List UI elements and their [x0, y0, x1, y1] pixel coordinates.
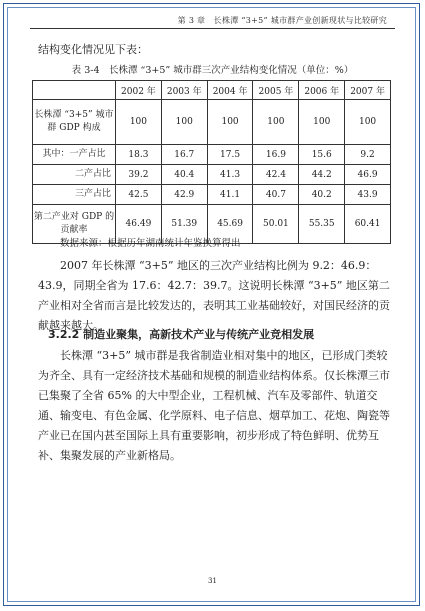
table-cell: 44.2 [299, 165, 345, 185]
year-header: 2004 年 [207, 81, 253, 100]
table-cell: 46.49 [116, 205, 162, 244]
table-cell: 55.35 [299, 205, 345, 244]
table-cell: 18.3 [116, 145, 162, 165]
year-header: 2002 年 [116, 81, 162, 100]
table-cell: 60.41 [345, 205, 391, 244]
row-label: 二产占比 [33, 165, 116, 185]
table-cell: 46.9 [345, 165, 391, 185]
row-label: 长株潭 “3+5” 城市群 GDP 构成 [33, 100, 116, 145]
table-cell: 41.1 [207, 185, 253, 205]
table-row [33, 145, 391, 165]
table-cell: 42.5 [116, 185, 162, 205]
body-paragraph: 2007 年长株潭 “3+5” 地区的三次产业结构比例为 9.2：46.9：43.9，同期全省为 17.6：42.7：39.7。这说明长株潭 “3+5” 地区第二产业相对全省而言是比较发达的，表明其工业基础较好，对国民经济的贡献越来越大。 [38, 259, 390, 332]
table-header-row [33, 81, 391, 100]
table-cell: 42.9 [161, 185, 207, 205]
table-cell: 17.5 [207, 145, 253, 165]
table-cell: 45.69 [207, 205, 253, 244]
table-cell: 40.4 [161, 165, 207, 185]
table-cell: 51.39 [161, 205, 207, 244]
table-cell: 43.9 [345, 185, 391, 205]
header-rule [30, 28, 395, 29]
year-header: 2005 年 [253, 81, 299, 100]
page-number: 31 [208, 577, 217, 585]
year-header: 2007 年 [345, 81, 391, 100]
table-cell: 100 [253, 100, 299, 145]
intro-sentence: 结构变化情况见下表： [38, 43, 148, 56]
table-cell: 40.2 [299, 185, 345, 205]
table-row [33, 165, 391, 185]
table-cell: 100 [299, 100, 345, 145]
row-label: 第二产业对 GDP 的贡献率 [33, 205, 116, 244]
data-source-note: 数据来源：根据历年湖南统计年鉴换算得出 [60, 238, 241, 249]
table-caption: 表 3-4 长株潭 “3+5” 城市群三次产业结构变化情况（单位：%） [71, 65, 354, 76]
table-row [33, 185, 391, 205]
table-cell: 39.2 [116, 165, 162, 185]
industry-structure-table [32, 80, 391, 244]
table-cell: 100 [207, 100, 253, 145]
table-cell: 16.9 [253, 145, 299, 165]
row-label: 三产占比 [33, 185, 116, 205]
table-cell: 16.7 [161, 145, 207, 165]
table-cell: 41.3 [207, 165, 253, 185]
row-label: 其中：一产占比 [33, 145, 116, 165]
year-header: 2006 年 [299, 81, 345, 100]
body-paragraph: 长株潭 “3+5” 城市群是我省制造业相对集中的地区，已形成门类较为齐全、具有一定经济技术基础和规模的制造业结构体系。仅长株潭三市已集聚了全省 65% 的大中型企业，工程机械、汽车及零部件、轨道交通、输变电、有色金属、化学原料、电子信息、烟草加工、花炮、陶瓷等产业已在国内甚至国际上具有重要影响，初步形成了特色鲜明、优势互补、集聚发展的产业新格局。 [38, 349, 390, 462]
table-cell: 100 [116, 100, 162, 145]
table-row [33, 100, 391, 145]
running-header: 第 3 章 长株潭 “3+5” 城市群产业创新现状与比较研究 [177, 16, 387, 25]
year-header: 2003 年 [161, 81, 207, 100]
section-heading: 3.2.2 制造业聚集，高新技术产业与传统产业竞相发展 [48, 328, 315, 341]
table-cell: 15.6 [299, 145, 345, 165]
table-cell: 40.7 [253, 185, 299, 205]
table-corner-cell [33, 81, 116, 100]
table-cell: 50.01 [253, 205, 299, 244]
table-cell: 100 [161, 100, 207, 145]
table-cell: 100 [345, 100, 391, 145]
table-cell: 42.4 [253, 165, 299, 185]
table-cell: 9.2 [345, 145, 391, 165]
